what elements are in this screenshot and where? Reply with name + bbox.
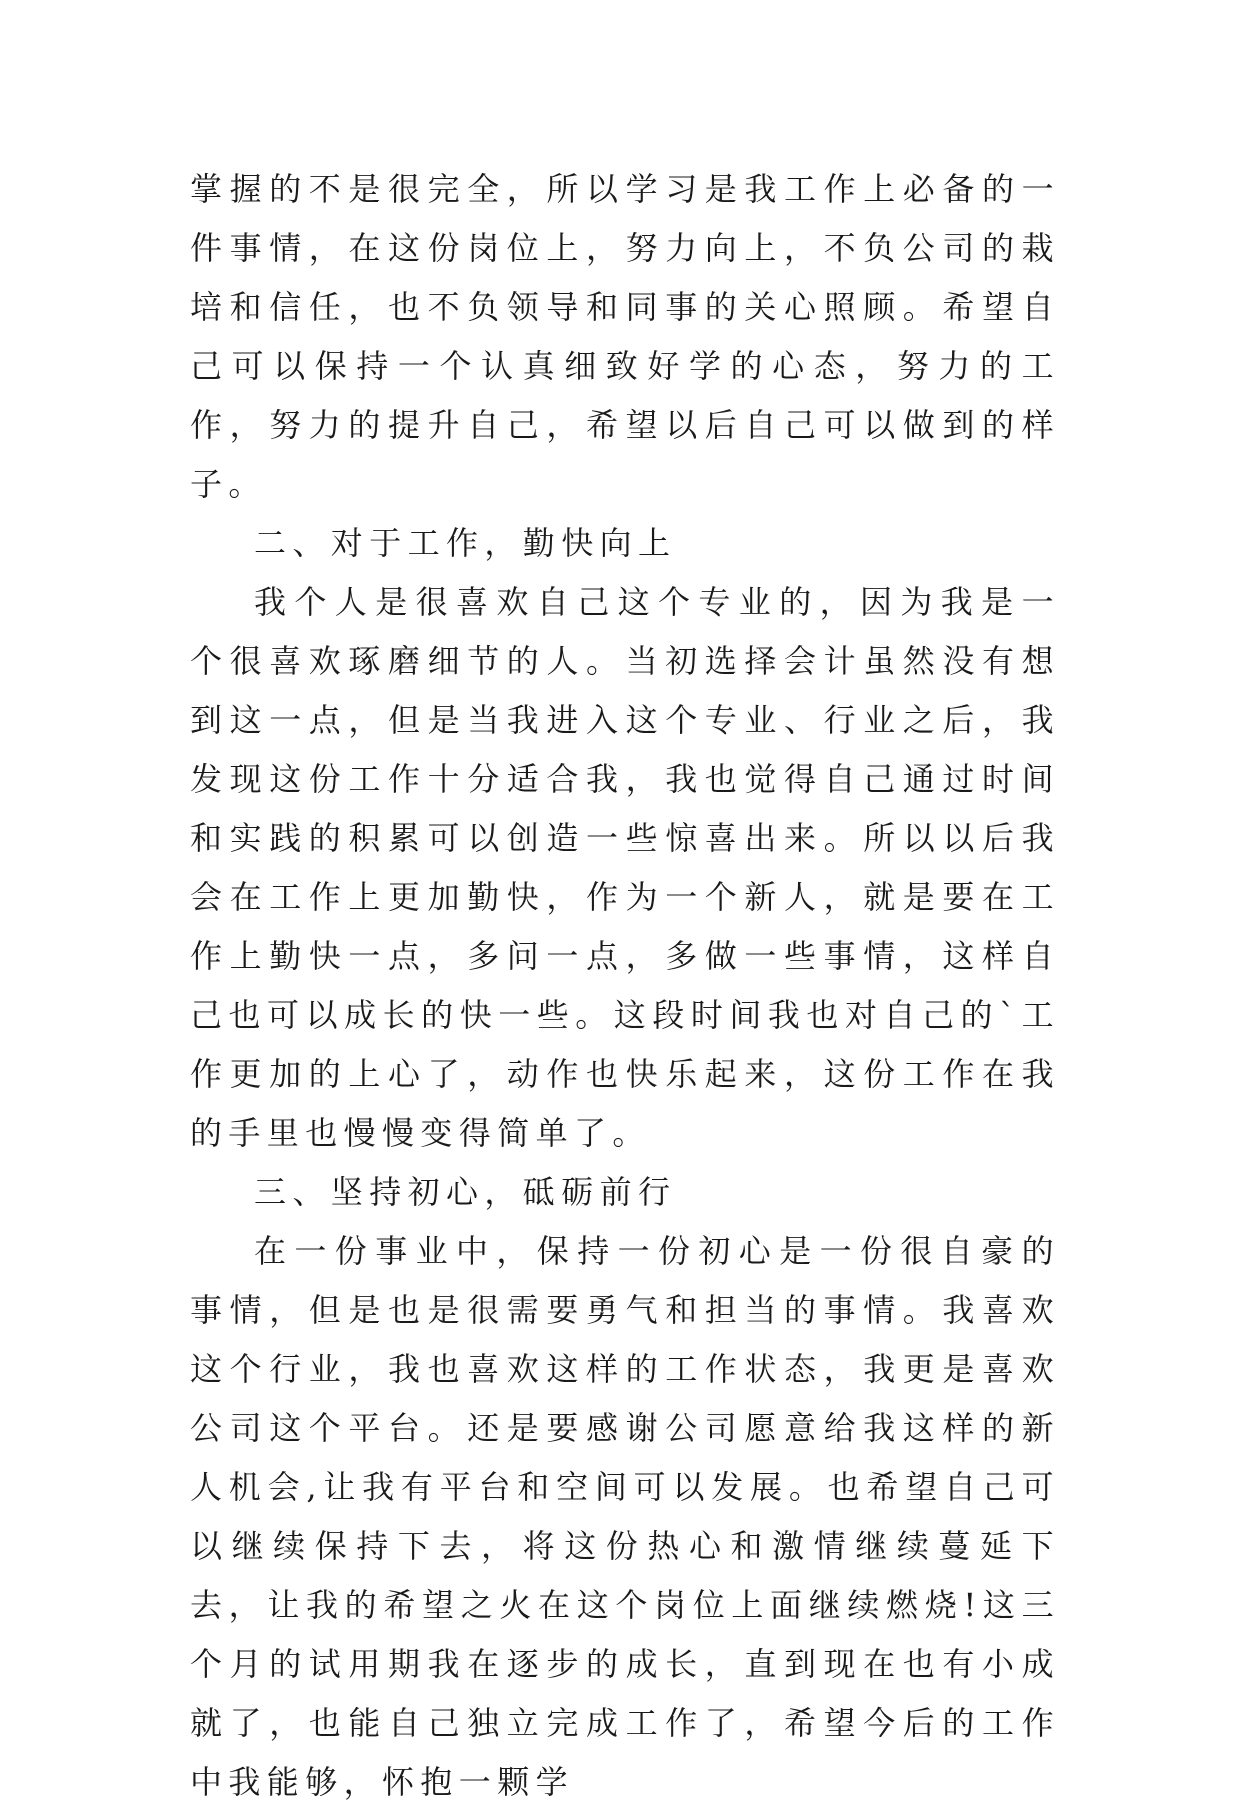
- section-heading-2: 二、对于工作，勤快向上: [254, 524, 677, 562]
- paragraph-section-3: 在一份事业中，保持一份初心是一份很自豪的事情，但是也是很需要勇气和担当的事情。我喜欢这个行业，我也喜欢这样的工作状态，我更是喜欢公司这个平台。还是要感谢公司愿意给我这样的新人机会,让我有平台和空间可以发展。也希望自己可以继续保持下去，将这份热心和激情继续蔓延下去，让我的希望之火在这个岗位上面继续燃烧!这三个月的试用期我在逐步的成长，直到现在也有小成就了，也能自己独立完成工作了，希望今后的工作中我能够，怀抱一颗学: [190, 1232, 1060, 1801]
- section-heading-3: 三、坚持初心，砥砺前行: [254, 1173, 677, 1211]
- paragraph-section-2: 我个人是很喜欢自己这个专业的，因为我是一个很喜欢琢磨细节的人。当初选择会计虽然没有想到这一点，但是当我进入这个专业、行业之后，我发现这份工作十分适合我，我也觉得自己通过时间和实践的积累可以创造一些惊喜出来。所以以后我会在工作上更加勤快，作为一个新人，就是要在工作上勤快一点，多问一点，多做一些事情，这样自己也可以成长的快一些。这段时间我也对自己的`工作更加的上心了，动作也快乐起来，这份工作在我的手里也慢慢变得简单了。: [190, 583, 1060, 1152]
- paragraph-continuation: 掌握的不是很完全，所以学习是我工作上必备的一件事情，在这份岗位上，努力向上，不负公司的栽培和信任，也不负领导和同事的关心照顾。希望自己可以保持一个认真细致好学的心态，努力的工作，努力的提升自己，希望以后自己可以做到的样子。: [190, 170, 1060, 503]
- document-body: [190, 160, 1060, 1812]
